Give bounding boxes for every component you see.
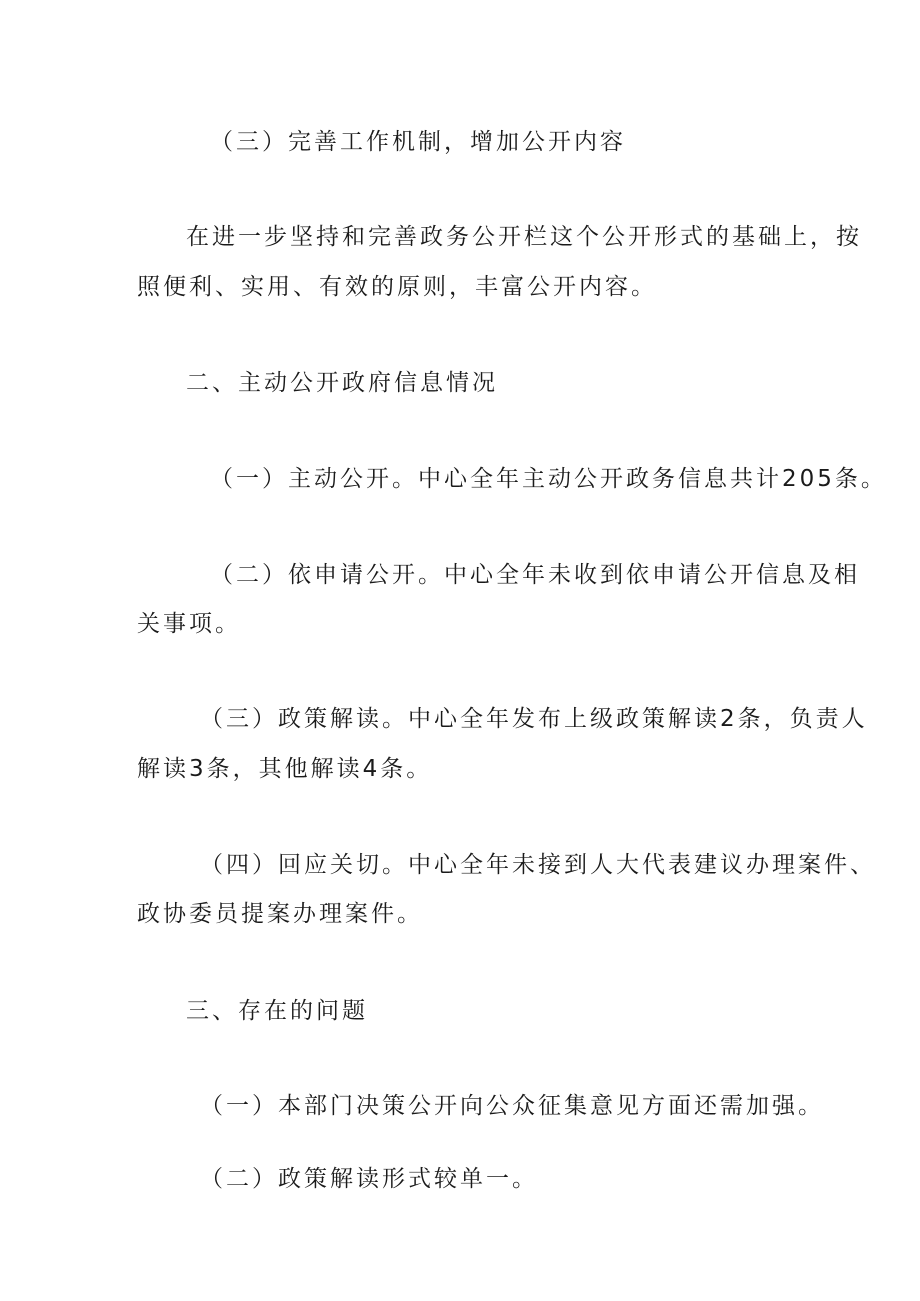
paragraph-line: 关事项。 [137, 611, 241, 637]
paragraph-line: 政协委员提案办理案件。 [137, 901, 423, 927]
paragraph-line: （二）政策解读形式较单一。 [200, 1166, 538, 1192]
section-heading-proactive-disclosure: 二、主动公开政府信息情况 [186, 370, 498, 396]
paragraph-line: （三）政策解读。中心全年发布上级政策解读2条，负责人 [200, 706, 868, 732]
paragraph-line: （二）依申请公开。中心全年未收到依申请公开信息及相 [210, 562, 860, 588]
paragraph-line: 在进一步坚持和完善政务公开栏这个公开形式的基础上，按 [186, 224, 862, 250]
paragraph-line: 照便利、实用、有效的原则，丰富公开内容。 [137, 274, 657, 300]
paragraph-line: 解读3条，其他解读4条。 [137, 756, 433, 782]
section-heading-problems: 三、存在的问题 [186, 998, 368, 1024]
paragraph-line: （一）本部门决策公开向公众征集意见方面还需加强。 [200, 1093, 824, 1119]
subheading-improve-mechanism: （三）完善工作机制，增加公开内容 [210, 129, 626, 155]
paragraph-line: （一）主动公开。中心全年主动公开政务信息共计205条。 [210, 466, 887, 492]
paragraph-line: （四）回应关切。中心全年未接到人大代表建议办理案件、 [200, 852, 876, 878]
